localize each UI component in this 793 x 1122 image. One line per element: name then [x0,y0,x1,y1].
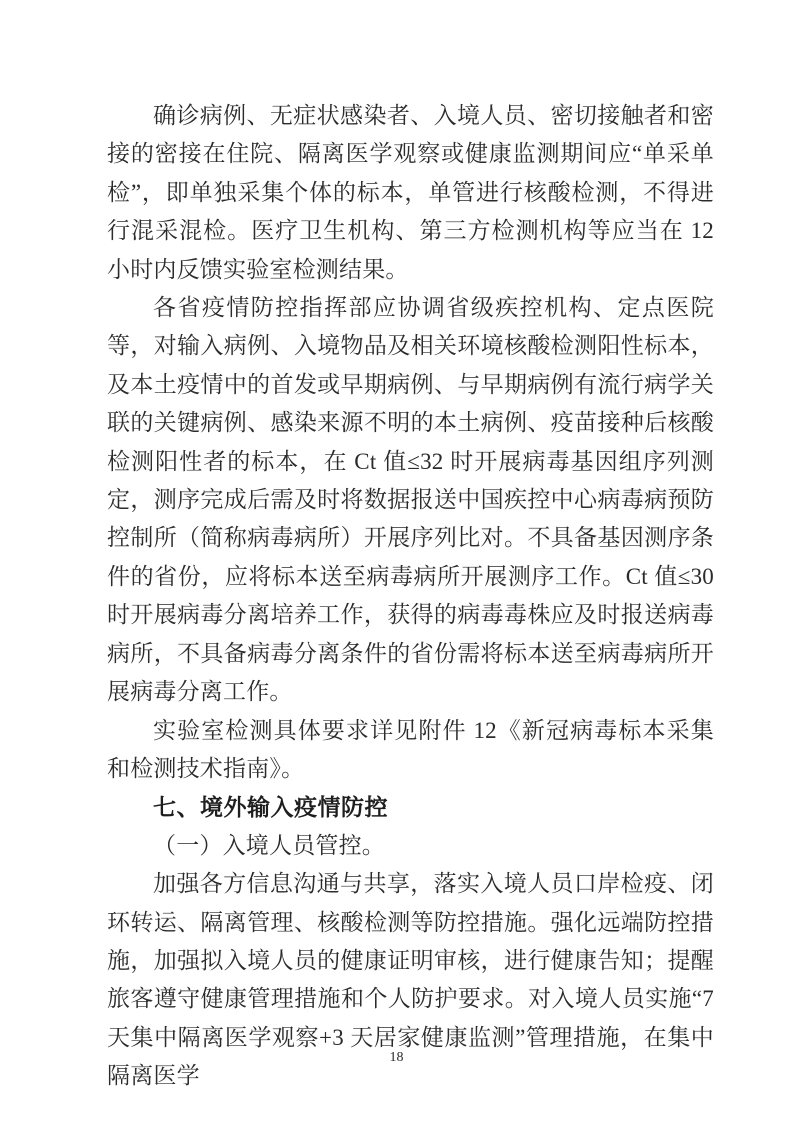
section-heading-imported-epidemic-prevention: 七、境外输入疫情防控 [153,794,388,821]
paragraph-single-sample-testing: 确诊病例、无症状感染者、入境人员、密切接触者和密接的密接在住院、隔离医学观察或健康监测期间应“单采单检”，即单独采集个体的标本，单管进行核酸检测，不得进行混采混检。医疗卫生机构、第三方检测机构等应当在 12 小时内反馈实验室检测结果。 [107,103,714,282]
page-number: 18 [389,1050,404,1065]
paragraph-lab-testing-appendix: 实验室检测具体要求详见附件 12《新冠病毒标本采集和检测技术指南》。 [107,717,714,781]
paragraph-entry-quarantine-measures: 加强各方信息沟通与共享，落实入境人员口岸检疫、闭环转运、隔离管理、核酸检测等防控措施。强化远端防控措施，加强拟入境人员的健康证明审核，进行健康告知；提醒旅客遵守健康管理措施和个人防护要求。对入境人员实施“7 天集中隔离医学观察+3 天居家健康监测”管理措施，在集中隔离医学 [107,871,714,1089]
subsection-heading-entry-personnel-control: （一）入境人员管控。 [153,832,385,858]
document-body [107,97,714,1096]
page-footer [0,1048,793,1066]
paragraph-genome-sequencing: 各省疫情防控指挥部应协调省级疾控机构、定点医院等，对输入病例、入境物品及相关环境核酸检测阳性标本，及本土疫情中的首发或早期病例、与早期病例有流行病学关联的关键病例、感染来源不明的本土病例、疫苗接种后核酸检测阳性者的标本，在 Ct 值≤32 时开展病毒基因组序列测定，测序完成后需及时将数据报送中国疾控中心病毒病预防控制所（简称病毒病所）开展序列比对。不具备基因测序条件的省份，应将标本送至病毒病所开展测序工作。Ct 值≤30 时开展病毒分离培养工作，获得的病毒毒株应及时报送病毒病所，不具备病毒分离条件的省份需将标本送至病毒病所开展病毒分离工作。 [107,295,714,705]
